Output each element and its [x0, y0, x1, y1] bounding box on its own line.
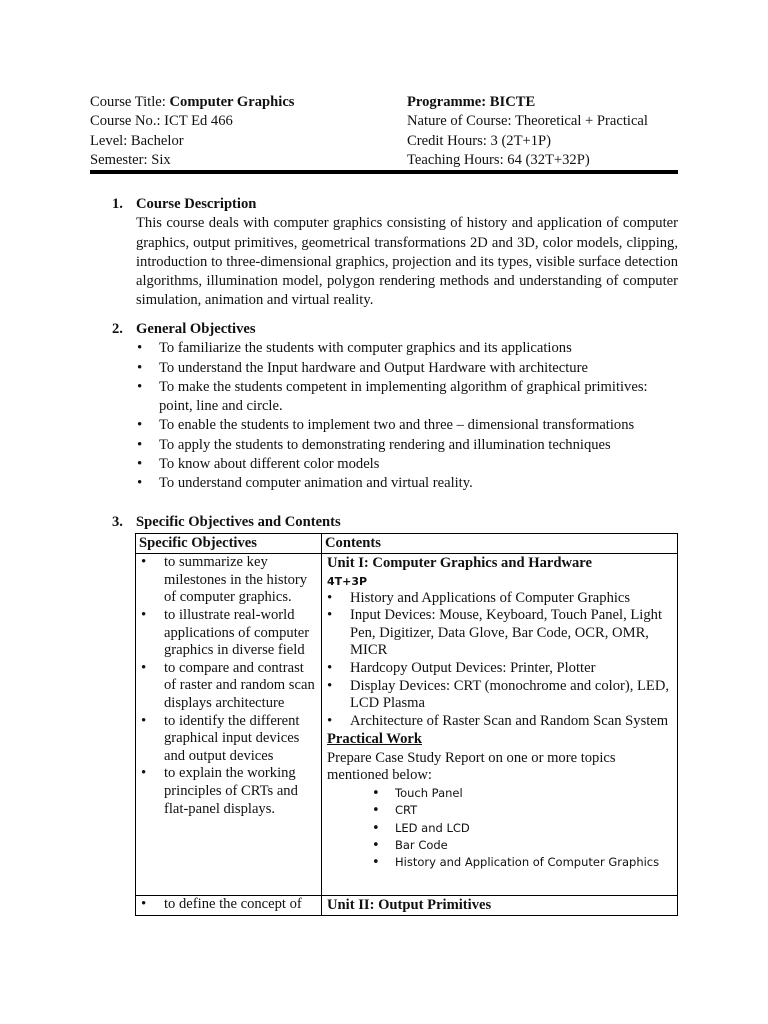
- list-item: • LED and LCD: [372, 820, 672, 837]
- section-course-description: [112, 195, 678, 311]
- unit-hours: 4T+3P: [327, 574, 368, 588]
- section-title: General Objectives: [136, 321, 256, 337]
- list-item: • To make the students competent in implementing algorithm of graphical primitives: point, line and circle.: [136, 378, 678, 417]
- list-item: • Input Devices: Mouse, Keyboard, Touch Panel, Light Pen, Digitizer, Data Glove, Bar Code, OCR, OMR, MICR: [327, 607, 672, 660]
- list-item: • Architecture of Raster Scan and Random Scan System: [327, 713, 672, 731]
- programme: Programme: BICTE: [407, 94, 536, 110]
- course-semester: Semester: Six: [90, 151, 171, 168]
- course-info-left: [90, 93, 390, 170]
- header-divider: [90, 170, 678, 174]
- list-item: • To know about different color models: [136, 455, 678, 474]
- list-item: • Hardcopy Output Devices: Printer, Plotter: [327, 660, 672, 678]
- unit2-contents-cell: [322, 895, 678, 915]
- list-item: • Display Devices: CRT (monochrome and color), LED, LCD Plasma: [327, 678, 672, 713]
- objectives-contents-table: [135, 533, 678, 916]
- list-item: • to compare and contrast of raster and random scan displays architecture: [141, 660, 316, 713]
- column-header: Specific Objectives: [136, 534, 322, 554]
- section-heading: [112, 195, 678, 214]
- section-number: 3.: [112, 514, 123, 530]
- teaching-hours: Teaching Hours: 64 (32T+32P): [407, 151, 590, 168]
- list-item: • To apply the students to demonstrating rendering and illumination techniques: [136, 436, 678, 455]
- course-title-label: Course Title:: [90, 94, 170, 110]
- course-number: Course No.: ICT Ed 466: [90, 113, 233, 130]
- list-item: • To familiarize the students with computer graphics and its applications: [136, 339, 678, 358]
- table-row: [136, 895, 678, 915]
- column-header: Contents: [322, 534, 678, 554]
- course-level: Level: Bachelor: [90, 132, 184, 149]
- list-item: • to define the concept of: [141, 896, 316, 914]
- course-title-line: [90, 93, 390, 112]
- unit2-objectives-cell: [136, 895, 322, 915]
- section-number: 1.: [112, 196, 123, 212]
- list-item: • To understand the Input hardware and Output Hardware with architecture: [136, 359, 678, 378]
- unit1-contents-list: [327, 590, 672, 731]
- general-objectives-list: [112, 339, 678, 493]
- unit-title: Unit I: Computer Graphics and Hardware: [327, 555, 592, 572]
- cell-spacer: [327, 872, 672, 895]
- unit1-contents-cell: [322, 554, 678, 896]
- section-number: 2.: [112, 321, 123, 337]
- section-title: Course Description: [136, 196, 257, 212]
- list-item: • To understand computer animation and virtual reality.: [136, 474, 678, 493]
- unit1-objectives-list: [141, 554, 316, 818]
- course-description-text: This course deals with computer graphics consisting of history and application of computer graphics, output primitives, geometrical transformations 2D and 3D, color models, clipping, introduction to three-dimensional graphics, projection and its types, visible surface detection algorithms, illumination model, polygon rendering methods and understanding of computer simulation, animation and virtual reality.: [136, 215, 678, 309]
- practical-work-text: Prepare Case Study Report on one or more topics mentioned below:: [327, 749, 616, 784]
- section-heading: [112, 513, 678, 532]
- practical-work-title: Practical Work: [327, 731, 422, 748]
- list-item: • CRT: [372, 802, 672, 819]
- credit-hours: Credit Hours: 3 (2T+1P): [407, 132, 552, 149]
- list-item: • Bar Code: [372, 837, 672, 854]
- unit2-objectives-list: [141, 896, 316, 914]
- list-item: • to illustrate real-world applications of computer graphics in diverse field: [141, 607, 316, 660]
- section-heading: [112, 320, 678, 339]
- list-item: • History and Application of Computer Graphics: [372, 854, 672, 871]
- list-item: • History and Applications of Computer Graphics: [327, 590, 672, 608]
- list-item: • To enable the students to implement two and three – dimensional transformations: [136, 416, 678, 435]
- section-specific-objectives: [112, 513, 678, 532]
- course-nature: Nature of Course: Theoretical + Practical: [407, 113, 648, 130]
- section-general-objectives: [112, 320, 678, 494]
- course-title-value: Computer Graphics: [169, 94, 295, 110]
- table-row: [136, 554, 678, 896]
- list-item: • to identify the different graphical input devices and output devices: [141, 713, 316, 766]
- practical-topics-list: [327, 785, 672, 872]
- unit1-objectives-cell: [136, 554, 322, 896]
- list-item: • to summarize key milestones in the history of computer graphics.: [141, 554, 316, 607]
- unit-title: Unit II: Output Primitives: [327, 896, 492, 913]
- course-info-right: [407, 93, 697, 170]
- list-item: • Touch Panel: [372, 785, 672, 802]
- section-title: Specific Objectives and Contents: [136, 514, 341, 530]
- table-header-row: [136, 534, 678, 554]
- list-item: • to explain the working principles of CRTs and flat-panel displays.: [141, 765, 316, 818]
